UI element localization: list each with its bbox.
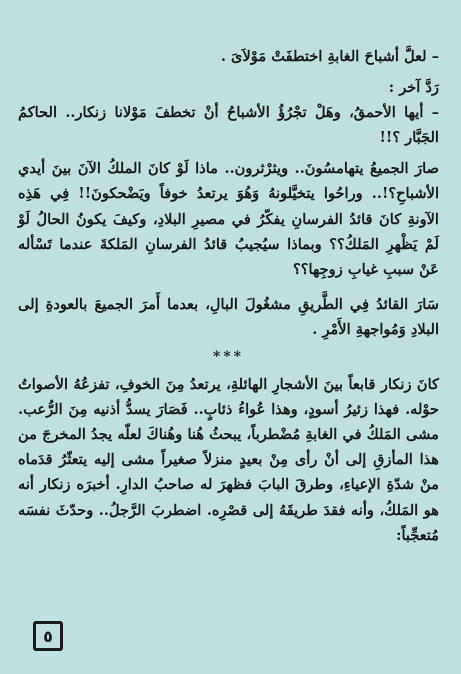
paragraph: رَدَّ آخر : xyxy=(388,79,439,97)
paragraph: سَارَ القائدُ فِي الطَّريقِ مشغُولَ البالِ، بعدما أَمرَ الجميعَ بالعودةِ إلى البلادِ وَمُواجهةِ الأَمْرِ . xyxy=(18,295,439,338)
page-number: ٥ xyxy=(33,621,63,651)
paragraph: – لعلَّ أشباحَ الغابةِ اختطفَتْ مَوْلاَىَ . xyxy=(220,48,439,65)
paragraph: – أيها الأحمقُ، وهَلْ تجْرُؤُ الأشباحُ أنْ تخطفَ مَوْلانا زنكار.. الحاكمُ الجَبَّار ؟!! xyxy=(18,104,439,147)
section-separator: *** xyxy=(213,349,244,366)
page-text xyxy=(18,44,439,548)
paragraph: صارَ الجميعُ يتهامسُونَ.. ويثرْثرون.. ماذا لَوْ كانَ الملكُ الآنَ بينَ أيدي الأشباحِ؟!.. وراحُوا يتخيَّلونهُ وَهُوَ يرتعدُ خوفاً ويَضْحكونَ!! فِي هَذِه الآونةِ كانَ قائدُ الفرسانِ يفكّرُ في مصيرِ البلادِ، وكيفَ يكونُ الحالُ لَوْ لَمْ يَظْهرِ المَلكُ؟؟ وبماذا سيُجيبُ قائدُ الفرسانِ المَلكةَ عندما تَسْأله عَنْ سببِ غيابِ زوجِها؟؟ xyxy=(18,160,439,278)
paragraph: كانَ زنكار قابعاً بينَ الأشجارِ الهائلةِ، يرتعدُ مِنَ الخوفِ، تفزعُهُ الأصواتُ حوْله. فهذا زئيرُ أسودٍ، وهذا عُواءُ ذئابٍ.. فَصَارَ يسدُّ أذنيه مِنَ الرُّعب. مشى المَلكُ في الغابةِ مُضْطرباً، يبحثُ هُنا وهُناكَ لعلّه يجدُ المخرجَ من هذا المأزقِ إلى أنْ رأى مِنْ بعيدٍ منزلاً صغيراً مشى إليه يتعثّرُ قدَماه منْ شدّةِ الإعياءِ، وطرقَ البابَ فظهرَ له صاحبُ الدارِ. أخبرَه زنكار أنه هو المَلكُ، وأنه فقدَ طريقَهُ إلى قصْرِه. اضطربَ الرَّجلُ.. وحدّثَ نفسَه مُتعجِّباً: xyxy=(18,376,439,544)
